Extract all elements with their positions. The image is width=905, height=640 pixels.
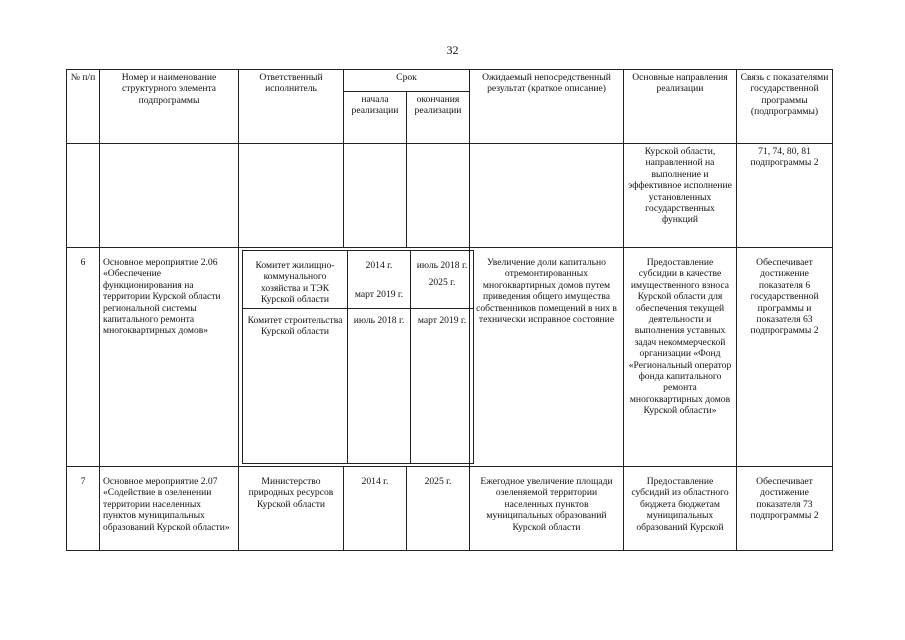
header-responsible: Ответственный исполнитель	[239, 70, 344, 144]
header-row-1	[67, 70, 833, 92]
row6-result: Увеличение доли капитально отремонтированных многоквартирных домов путем приведения общего имущества собственников помещений в них в технически исправное состояние	[470, 248, 624, 467]
header-name: Номер и наименование структурного элемента подпрограммы	[100, 70, 239, 144]
cont-directions: Курской области, направленной на выполнение и эффективное исполнение установленных государственных функций	[624, 144, 737, 248]
row6-end1b: 2025 г.	[428, 277, 456, 289]
row7-name: Основное мероприятие 2.07 «Содействие в озеленении территории населенных пунктов муниципальных образований Курской области»	[100, 467, 239, 551]
row6-end1a: июль 2018 г.	[416, 260, 468, 271]
subprogram-table	[66, 69, 833, 551]
row6-start2: июль 2018 г.	[348, 309, 411, 464]
row6-directions: Предоставление субсидии в качестве имущественного взноса Курской области для обеспечения текущей деятельности и выполнения уставных задач некоммерческой организации «Фонд «Региональный оператор фонда капитального ремонта многоквартирных домов Курской области»	[624, 248, 737, 467]
row6-num: 6	[67, 248, 100, 467]
row7-directions: Предоставление субсидий из областного бюджета бюджетам муниципальных образований Курской	[624, 467, 737, 551]
table-row-7	[67, 467, 833, 551]
cell-empty	[470, 144, 624, 248]
header-result: Ожидаемый непосредственный результат (краткое описание)	[470, 70, 624, 144]
row6-executors-table	[242, 250, 474, 464]
row7-link: Обеспечивает достижение показателя 73 подпрограммы 2	[737, 467, 833, 551]
cell-empty	[100, 144, 239, 248]
page-number: 32	[446, 43, 459, 57]
row6-link: Обеспечивает достижение показателя 6 государственной программы и показателя 63 подпрограммы 2	[737, 248, 833, 467]
row6-start1a: 2014 г.	[365, 260, 393, 271]
row6-end1	[411, 251, 474, 309]
table-row-6	[67, 248, 833, 467]
row6-executors	[239, 248, 470, 467]
header-num: № п/п	[67, 70, 100, 144]
row7-resp: Министерство природных ресурсов Курской области	[239, 467, 344, 551]
row6-resp1: Комитет жилищно-коммунального хозяйства и ТЭК Курской области	[243, 251, 348, 309]
row6-start1b: март 2019 г.	[354, 289, 404, 301]
row6-resp2: Комитет строительства Курской области	[243, 309, 348, 464]
row6-end2: март 2019 г.	[411, 309, 474, 464]
cont-link: 71, 74, 80, 81 подпрограммы 2	[737, 144, 833, 248]
cell-empty	[344, 144, 407, 248]
row7-num: 7	[67, 467, 100, 551]
row6-start1	[348, 251, 411, 309]
row6-name: Основное мероприятие 2.06 «Обеспечение функционирования на территории Курской области региональной системы капитального ремонта многоквартирных домов»	[100, 248, 239, 467]
header-link: Связь с показателями государственной программы (подпрограммы)	[737, 70, 833, 144]
cell-empty	[239, 144, 344, 248]
row7-start: 2014 г.	[344, 467, 407, 551]
header-directions: Основные направления реализации	[624, 70, 737, 144]
header-start: начала реализации	[344, 92, 407, 144]
row7-result: Ежегодное увеличение площади озеленяемой территории населенных пунктов муниципальных образований Курской области	[470, 467, 624, 551]
table-row-continued	[67, 144, 833, 248]
header-end: окончания реализации	[407, 92, 470, 144]
cell-empty	[407, 144, 470, 248]
row7-end: 2025 г.	[407, 467, 470, 551]
cell-empty	[67, 144, 100, 248]
header-term: Срок	[344, 70, 470, 92]
